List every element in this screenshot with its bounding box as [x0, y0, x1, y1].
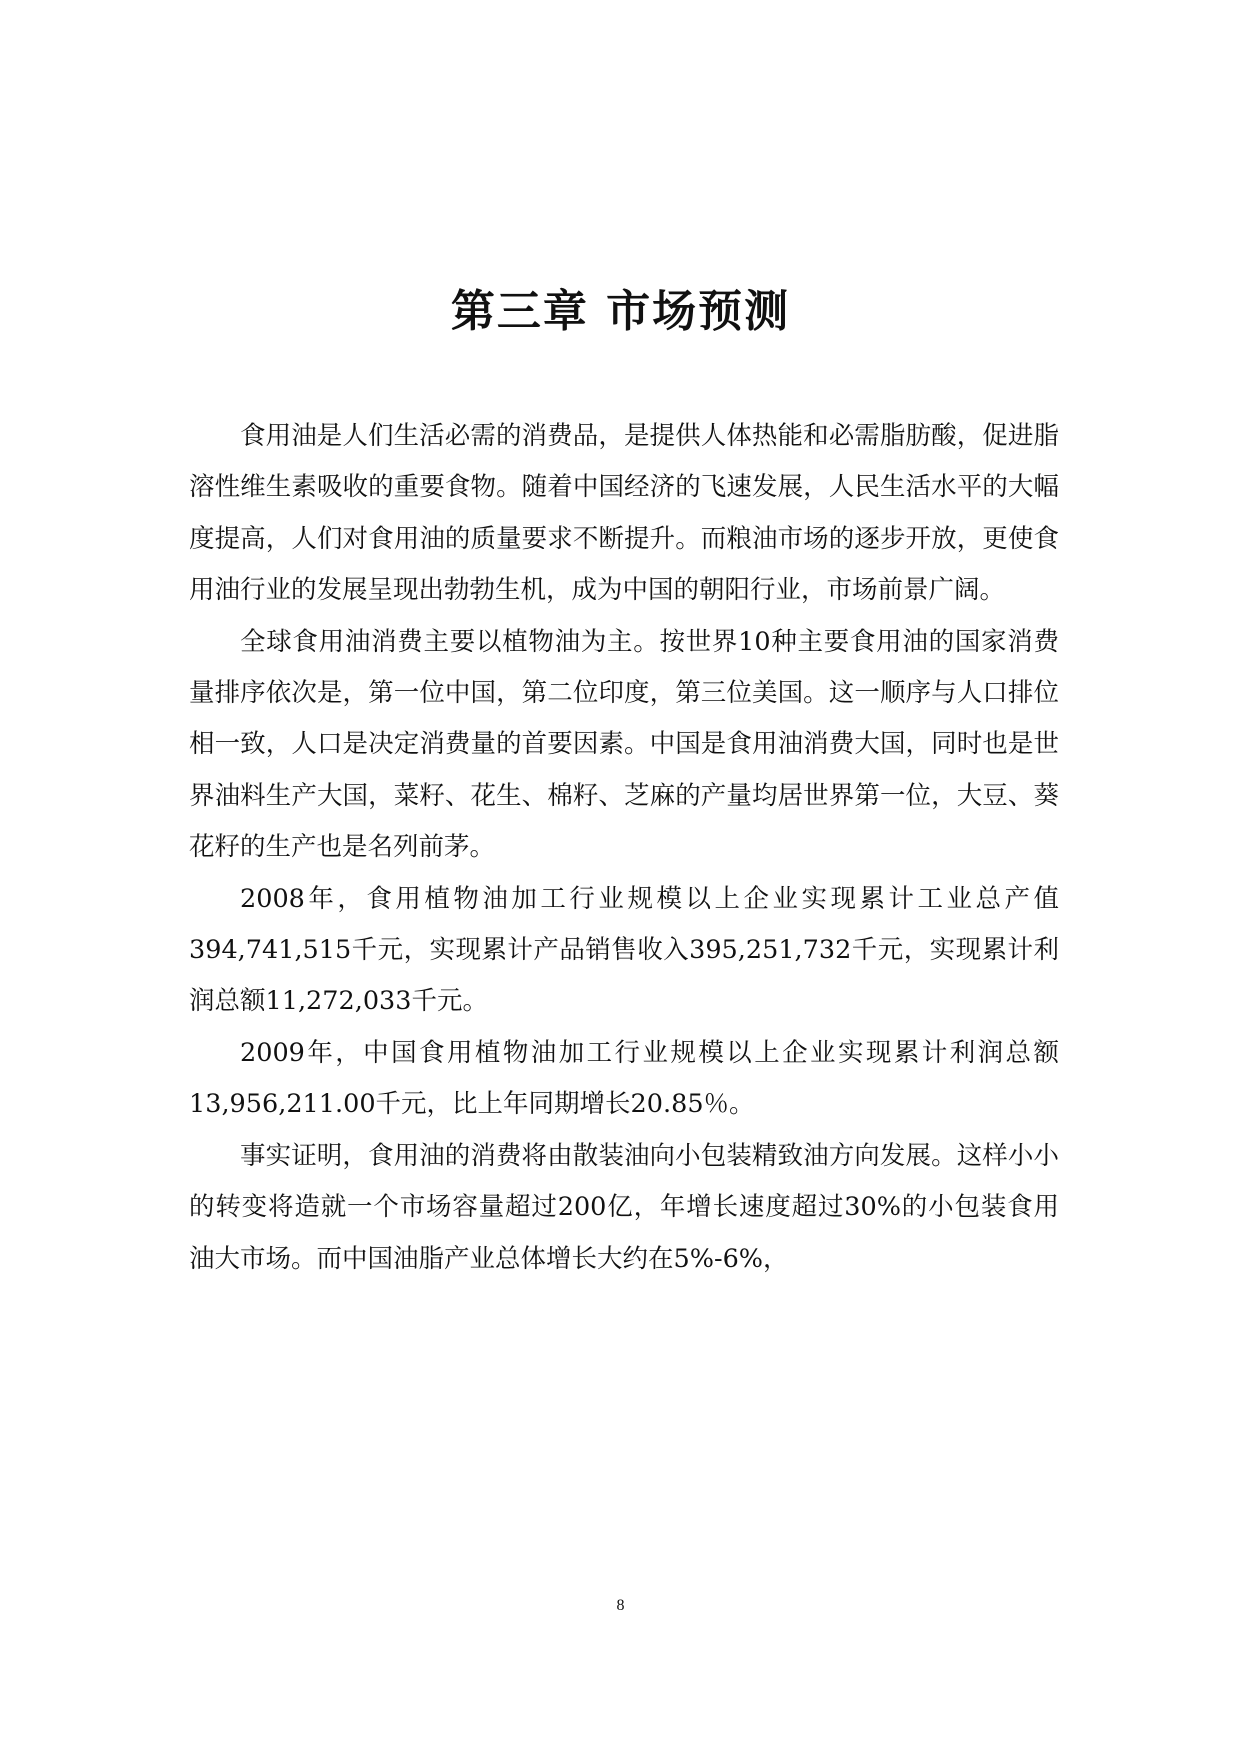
paragraph-2008-statistics: 2008年，食用植物油加工行业规模以上企业实现累计工业总产值394,741,515千元，实现累计产品销售收入395,251,732千元，实现累计利润总额11,272,033千元。	[189, 883, 1059, 1017]
page-number: 8	[616, 1597, 625, 1614]
body-text	[189, 411, 1059, 1285]
paragraph-intro: 食用油是人们生活必需的消费品，是提供人体热能和必需脂肪酸，促进脂溶性维生素吸收的重要食物。随着中国经济的飞速发展，人民生活水平的大幅度提高，人们对食用油的质量要求不断提升。而粮油市场的逐步开放，更使食用油行业的发展呈现出勃勃生机，成为中国的朝阳行业，市场前景广阔。	[189, 421, 1059, 606]
paragraph-2009-statistics: 2009年，中国食用植物油加工行业规模以上企业实现累计利润总额13,956,211.00千元，比上年同期增长20.85％。	[189, 1037, 1059, 1120]
paragraph-market-trend: 事实证明，食用油的消费将由散装油向小包装精致油方向发展。这样小小的转变将造就一个市场容量超过200亿，年增长速度超过30%的小包装食用油大市场。而中国油脂产业总体增长大约在5%-6%，	[189, 1140, 1059, 1274]
paragraph-global-consumption: 全球食用油消费主要以植物油为主。按世界10种主要食用油的国家消费量排序依次是，第一位中国，第二位印度，第三位美国。这一顺序与人口排位相一致，人口是决定消费量的首要因素。中国是食用油消费大国，同时也是世界油料生产大国，菜籽、花生、棉籽、芝麻的产量均居世界第一位，大豆、葵花籽的生产也是名列前茅。	[189, 626, 1059, 863]
chapter-title: 第三章 市场预测	[450, 286, 791, 337]
